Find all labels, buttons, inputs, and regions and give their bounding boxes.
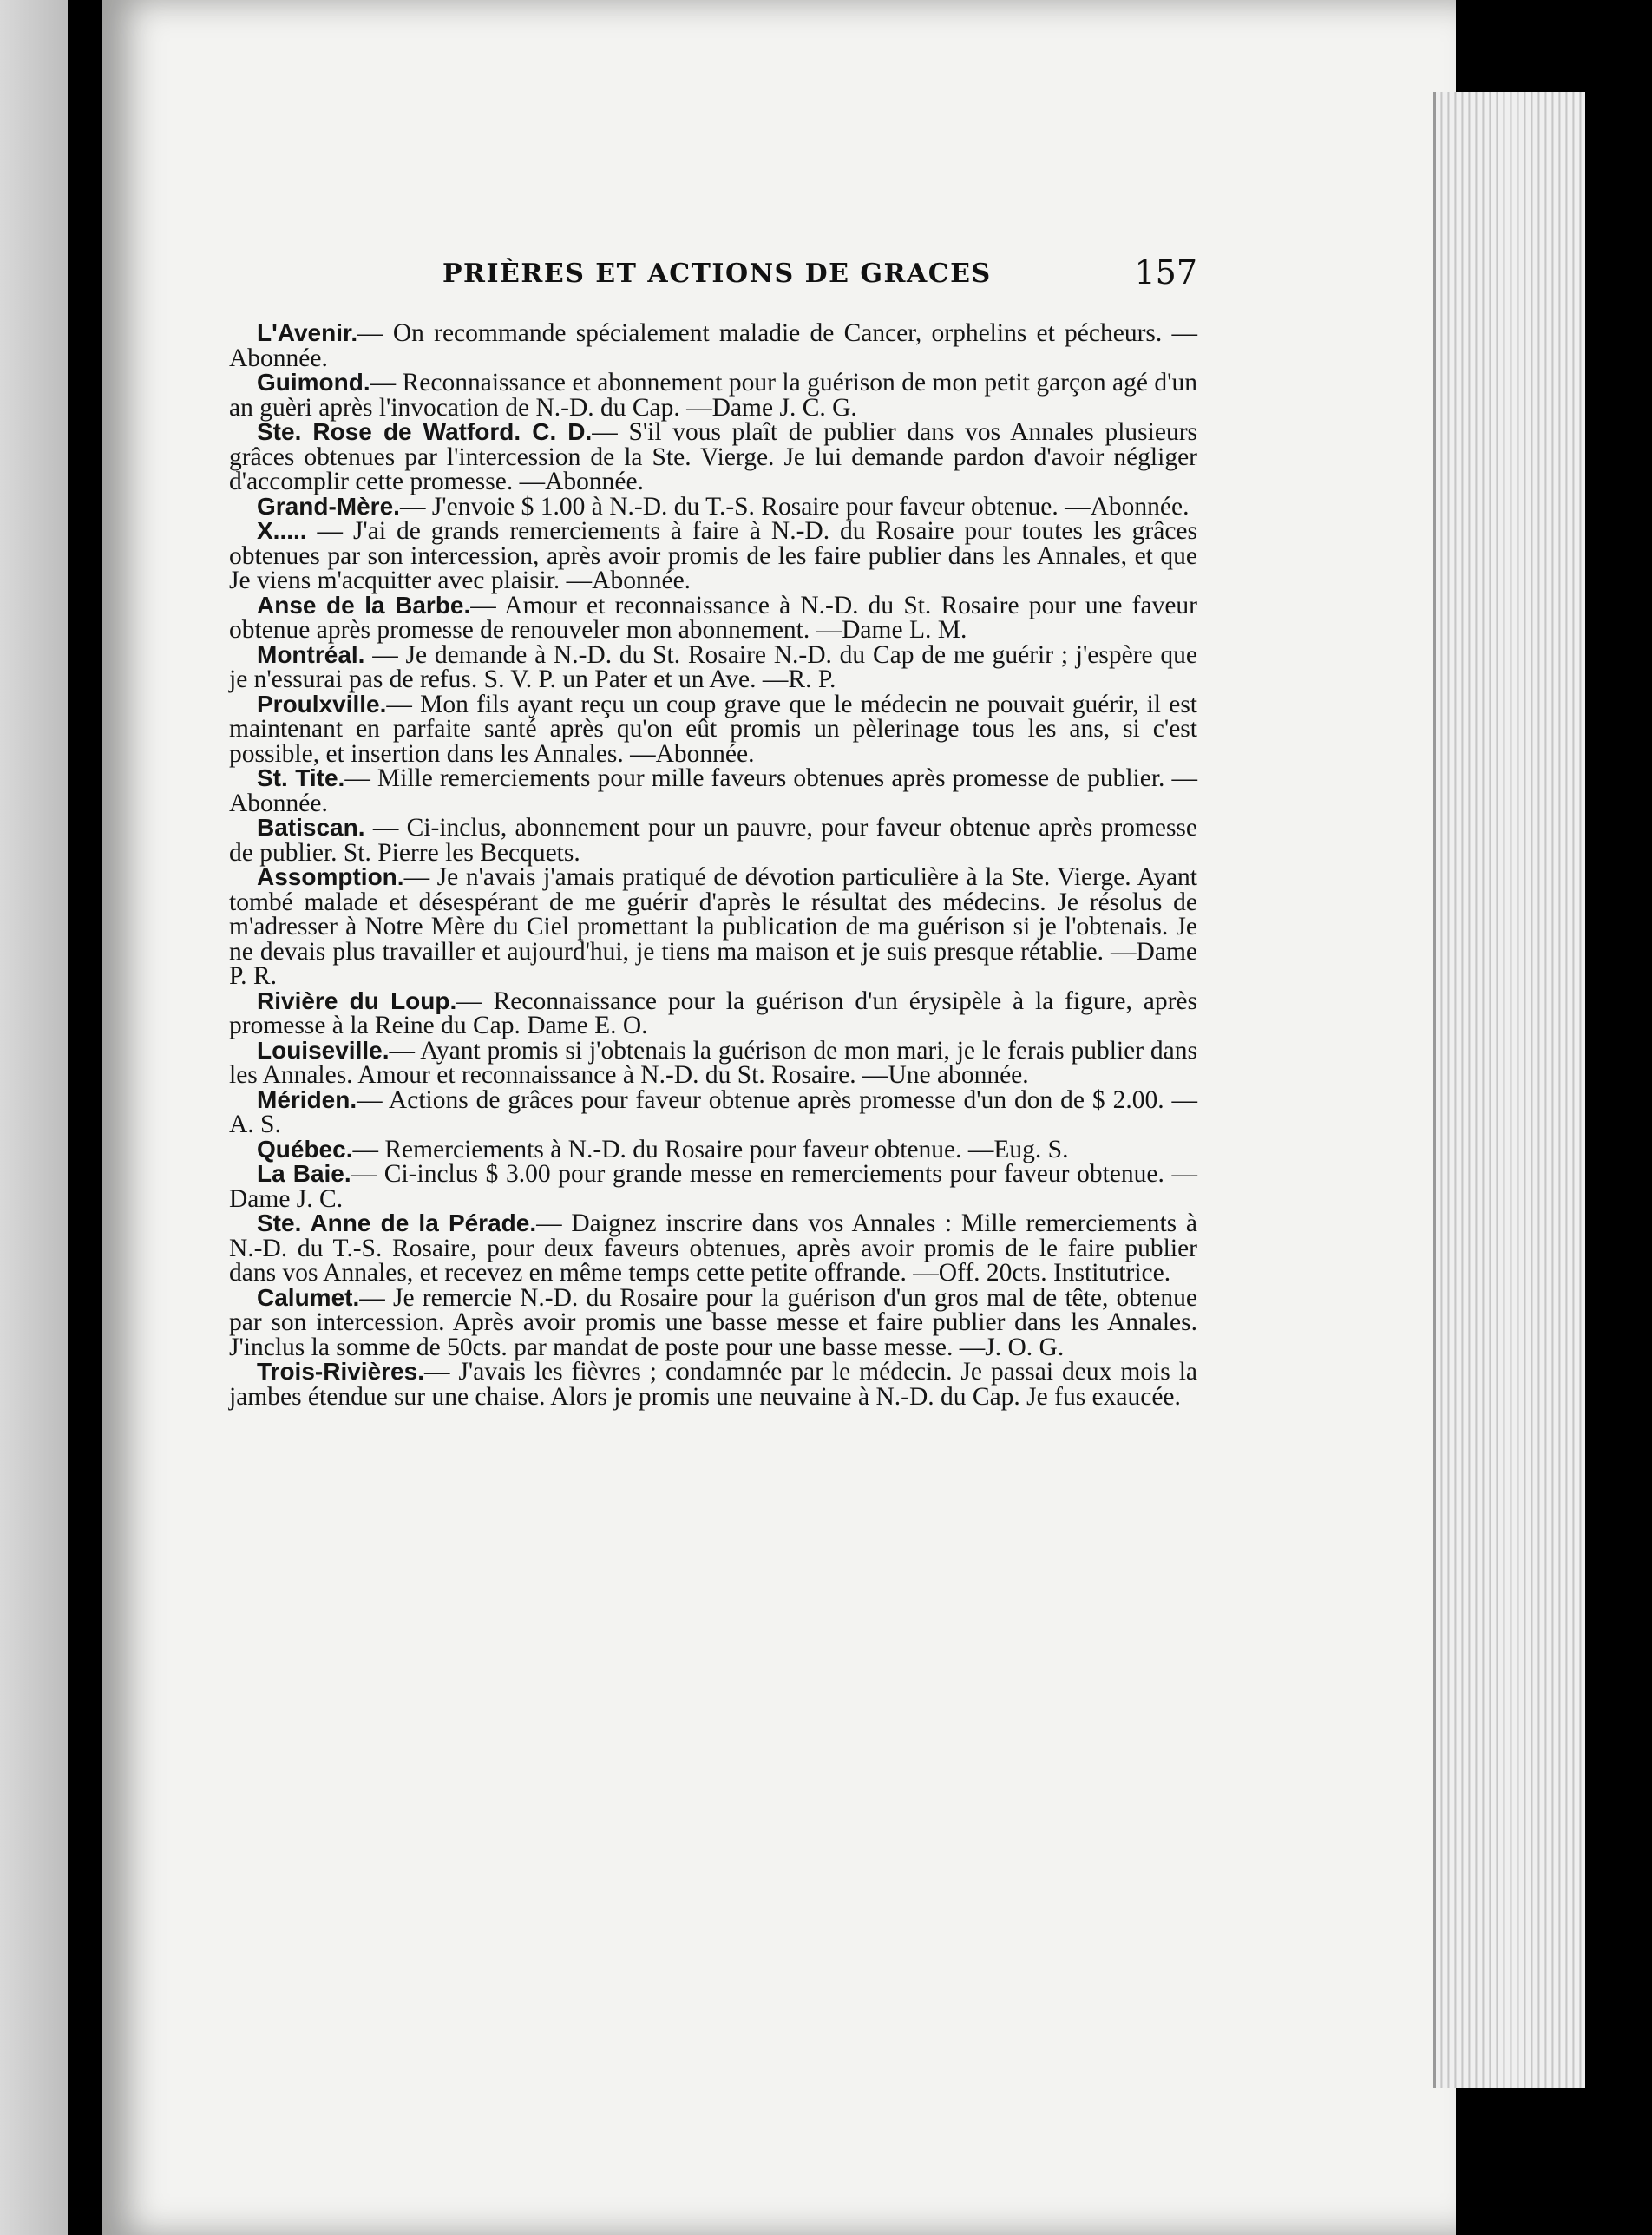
entry-text: — Je demande à N.-D. du St. Rosaire N.-D. du Cap de me guérir ; j'espère que je n'essurai pas de refus. S. V. P. un Pater et un Ave. —R. P. <box>229 640 1197 693</box>
entry-text: — Remerciements à N.-D. du Rosaire pour faveur obtenue. —Eug. S. <box>352 1135 1069 1163</box>
entry-text: — Ayant promis si j'obtenais la guérison de mon mari, je le ferais publier dans les Annales. Amour et reconnaissance à N.-D. du St. Rosaire. —Une abonnée. <box>229 1036 1197 1089</box>
entry-text: — Mille remerciements pour mille faveurs obtenues après promesse de publier. —Abonnée. <box>229 764 1197 817</box>
entry-place: L'Avenir. <box>257 319 358 346</box>
entry-text: — S'il vous plaît de publier dans vos Annales plusieurs grâces obtenues par l'intercession de la Ste. Vierge. Je lui demande pardon d'avoir négliger d'accomplir cette promesse. —Abonnée. <box>229 418 1197 495</box>
entry-place: Assomption. <box>257 863 404 890</box>
entry <box>229 1036 1197 1089</box>
running-head: PRIÈRES ET ACTIONS DE GRACES <box>442 259 992 289</box>
entry-text: — Reconnaissance pour la guérison d'un érysipèle à la figure, après promesse à la Reine du Cap. Dame E. O. <box>229 986 1197 1039</box>
left-page-edge <box>0 0 68 2235</box>
entry-text: — Reconnaissance et abonnement pour la guérison de mon petit garçon agé d'un an guèri après l'invocation de N.-D. du Cap. —Dame J. C. G. <box>229 369 1197 422</box>
entry-place: Trois-Rivières. <box>257 1358 424 1385</box>
entry-text: — Je remercie N.-D. du Rosaire pour la guérison d'un gros mal de tête, obtenue par son intercession. Après avoir promis une basse messe et faire publier dans les Annales. J'inclus la somme de 50cts. par mandat de poste pour une basse messe. —J. O. G. <box>229 1283 1197 1361</box>
page-number: 157 <box>1134 253 1197 292</box>
entry-place: Guimond. <box>257 369 370 396</box>
entry-text: — J'envoie $ 1.00 à N.-D. du T.-S. Rosaire pour faveur obtenue. —Abonnée. <box>399 492 1190 521</box>
entry-place: X..... <box>257 517 307 544</box>
entry <box>229 816 1197 865</box>
page-header <box>234 253 1197 305</box>
entry-place: Québec. <box>257 1135 353 1163</box>
entry <box>229 370 1197 420</box>
entry <box>229 1283 1197 1361</box>
entry-text: — Amour et reconnaissance à N.-D. du St. Rosaire pour une faveur obtenue après promesse de renouveler mon abonnement. —Dame L. M. <box>229 591 1197 644</box>
entry <box>229 986 1197 1039</box>
entry-place: St. Tite. <box>257 764 345 791</box>
entry-text: — Ci-inclus $ 3.00 pour grande messe en remerciements pour faveur obtenue. —Dame J. C. <box>229 1160 1197 1213</box>
entry <box>229 692 1197 767</box>
entry-place: La Baie. <box>257 1160 351 1187</box>
entry-text: — Actions de grâces pour faveur obtenue après promesse d'un don de $ 2.00. —A. S. <box>229 1085 1197 1138</box>
entry-text: — On recommande spécialement maladie de Cancer, orphelins et pécheurs. —Abonnée. <box>229 319 1197 372</box>
entry <box>229 420 1197 495</box>
entry-place: Rivière du Loup. <box>257 986 457 1014</box>
entry-place: Batiscan. <box>257 814 365 841</box>
entry <box>229 1137 1197 1163</box>
entry <box>229 865 1197 989</box>
entry <box>229 321 1197 370</box>
entry-place: Proulxville. <box>257 690 387 718</box>
entry <box>229 1211 1197 1286</box>
entry-place: Louiseville. <box>257 1036 390 1064</box>
entry-text: — Mon fils ayant reçu un coup grave que le médecin ne pouvait guérir, il est maintenant en parfaite santé après qu'on eût promis un pèlerinage tous les ans, si c'est possible, et insertion dans les Annales. —Abonnée. <box>229 690 1197 768</box>
entry-place: Ste. Anne de la Pérade. <box>257 1209 537 1236</box>
page-stack-edge <box>1433 92 1585 2088</box>
entry-text: — Daignez inscrire dans vos Annales : Mille remerciements à N.-D. du T.-S. Rosaire, pour deux faveurs obtenues, après avoir promis de le faire publier dans vos Annales, et recevez en même temps cette petite offrande. —Off. 20cts. Institutrice. <box>229 1209 1197 1287</box>
entry-place: Grand-Mère. <box>257 492 400 520</box>
entry <box>229 519 1197 593</box>
entry <box>229 766 1197 816</box>
entry-text: — J'avais les fièvres ; condamnée par le médecin. Je passai deux mois la jambes étendue sur une chaise. Alors je promis une neuvaine à N.-D. du Cap. Je fus exaucée. <box>229 1358 1197 1411</box>
entry-place: Mériden. <box>257 1085 357 1113</box>
entry <box>229 1360 1197 1409</box>
page-body <box>229 321 1197 1409</box>
entry-place: Anse de la Barbe. <box>257 591 471 619</box>
entry-text: — Je n'avais j'amais pratiqué de dévotion particulière à la Ste. Vierge. Ayant tombé malade et désespérant de me guérir d'après le résultat des médecins. Je résolus de m'adresser à Notre Mère du Ciel promettant la publication de ma guérison si je l'obtenais. Je ne devais plus travailler et aujourd'hui, je tiens ma maison et je suis presque rétablie. —Dame P. R. <box>229 863 1197 990</box>
entry-text: — J'ai de grands remerciements à faire à N.-D. du Rosaire pour toutes les grâces obtenues par son intercession, après avoir promis de les faire publier dans les Annales, et que Je viens m'acquitter avec plaisir. —Abonnée. <box>229 517 1197 594</box>
entry <box>229 1162 1197 1211</box>
entry-place: Calumet. <box>257 1283 360 1311</box>
entry <box>229 1085 1197 1138</box>
entry <box>229 593 1197 643</box>
entry-text: — Ci-inclus, abonnement pour un pauvre, pour faveur obtenue après promesse de publier. St. Pierre les Becquets. <box>229 814 1197 867</box>
entry <box>229 492 1197 521</box>
entry-place: Montréal. <box>257 640 365 668</box>
entry-place: Ste. Rose de Watford. C. D. <box>257 418 593 445</box>
entry <box>229 640 1197 693</box>
